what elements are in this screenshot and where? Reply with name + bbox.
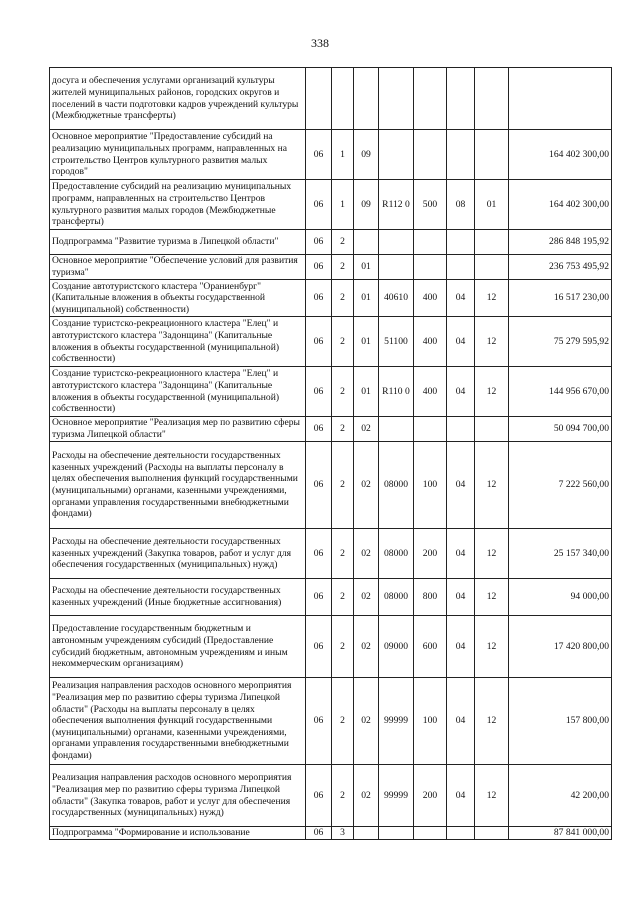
code-ministry: 06: [306, 417, 332, 442]
code-section: 04: [447, 317, 475, 367]
table-row: [50, 230, 612, 255]
code-subprogram: 2: [332, 230, 354, 255]
code-subsection: 12: [475, 280, 509, 317]
row-sum: 16 517 230,00: [509, 280, 612, 317]
code-section: [447, 230, 475, 255]
code-subprogram: 1: [332, 130, 354, 180]
code-subprogram: [332, 68, 354, 130]
code-subsection: [475, 230, 509, 255]
code-event: 02: [354, 529, 379, 579]
code-direction: 99999: [379, 765, 414, 827]
code-subprogram: 2: [332, 765, 354, 827]
row-name: Реализация направления расходов основного мероприятия "Реализация мер по развитию сферы туризма Липецкой области" (Расходы на выплаты персоналу в целях обеспечения выполнения функций государственными (муниципальными) органами, казенными учреждениями, органами управления государственными внебюджетными фондами): [50, 678, 306, 765]
code-direction: 09000: [379, 616, 414, 678]
row-sum: 50 094 700,00: [509, 417, 612, 442]
code-direction: 40610: [379, 280, 414, 317]
code-direction: R110 0: [379, 367, 414, 417]
code-direction: [379, 255, 414, 280]
code-subsection: 01: [475, 180, 509, 230]
code-event: 02: [354, 765, 379, 827]
code-ministry: 06: [306, 130, 332, 180]
row-sum: 164 402 300,00: [509, 130, 612, 180]
code-expense-type: [414, 255, 447, 280]
code-direction: 08000: [379, 579, 414, 616]
code-section: 08: [447, 180, 475, 230]
code-expense-type: [414, 130, 447, 180]
code-ministry: 06: [306, 827, 332, 840]
row-name: Расходы на обеспечение деятельности государственных казенных учреждений (Закупка товаров, работ и услуг для обеспечения государственных (муниципальных) нужд): [50, 529, 306, 579]
code-event: 01: [354, 280, 379, 317]
code-ministry: 06: [306, 317, 332, 367]
code-direction: [379, 417, 414, 442]
table-row: [50, 417, 612, 442]
code-subsection: 12: [475, 317, 509, 367]
code-subsection: [475, 417, 509, 442]
code-event: 02: [354, 417, 379, 442]
code-section: 04: [447, 616, 475, 678]
code-ministry: 06: [306, 579, 332, 616]
code-expense-type: 600: [414, 616, 447, 678]
code-subprogram: 2: [332, 280, 354, 317]
row-sum: [509, 68, 612, 130]
table-row: [50, 442, 612, 529]
code-ministry: 06: [306, 529, 332, 579]
code-event: [354, 827, 379, 840]
row-name: Реализация направления расходов основного мероприятия "Реализация мер по развитию сферы туризма Липецкой области" (Закупка товаров, работ и услуг для обеспечения государственных (муниципальных) нужд): [50, 765, 306, 827]
code-event: 02: [354, 579, 379, 616]
code-ministry: 06: [306, 280, 332, 317]
page-number: 338: [311, 36, 329, 50]
code-section: 04: [447, 678, 475, 765]
code-expense-type: 200: [414, 529, 447, 579]
code-expense-type: 800: [414, 579, 447, 616]
row-name: Предоставление государственным бюджетным и автономным учреждениям субсидий (Предоставление субсидий бюджетным, автономным учреждениям и иным некоммерческим организациям): [50, 616, 306, 678]
table-row: [50, 579, 612, 616]
code-section: 04: [447, 442, 475, 529]
code-subsection: [475, 255, 509, 280]
code-expense-type: 500: [414, 180, 447, 230]
code-section: 04: [447, 529, 475, 579]
code-subprogram: 2: [332, 529, 354, 579]
table-row: [50, 827, 612, 840]
row-name: досуга и обеспечения услугами организаций культуры жителей муниципальных районов, городских округов и поселений в части подготовки кадров учреждений культуры (Межбюджетные трансферты): [50, 68, 306, 130]
code-event: 01: [354, 317, 379, 367]
code-expense-type: [414, 230, 447, 255]
code-subprogram: 2: [332, 616, 354, 678]
code-ministry: 06: [306, 180, 332, 230]
code-expense-type: [414, 827, 447, 840]
code-ministry: 06: [306, 765, 332, 827]
code-subsection: 12: [475, 442, 509, 529]
table-row: [50, 280, 612, 317]
code-ministry: 06: [306, 255, 332, 280]
table-row: [50, 255, 612, 280]
code-subsection: 12: [475, 616, 509, 678]
code-ministry: 06: [306, 616, 332, 678]
code-expense-type: 400: [414, 317, 447, 367]
code-subprogram: 2: [332, 317, 354, 367]
code-section: [447, 130, 475, 180]
row-sum: 7 222 560,00: [509, 442, 612, 529]
row-sum: 42 200,00: [509, 765, 612, 827]
code-section: [447, 827, 475, 840]
code-expense-type: 400: [414, 367, 447, 417]
code-event: 02: [354, 616, 379, 678]
code-direction: 51100: [379, 317, 414, 367]
code-subprogram: 2: [332, 367, 354, 417]
row-sum: 87 841 000,00: [509, 827, 612, 840]
code-expense-type: [414, 417, 447, 442]
table-row: [50, 317, 612, 367]
code-expense-type: 100: [414, 442, 447, 529]
code-ministry: [306, 68, 332, 130]
row-sum: 144 956 670,00: [509, 367, 612, 417]
code-expense-type: 100: [414, 678, 447, 765]
code-subprogram: 2: [332, 442, 354, 529]
table-row: [50, 678, 612, 765]
row-name: Создание автотуристского кластера "Ораниенбург" (Капитальные вложения в объекты государственной (муниципальной) собственности): [50, 280, 306, 317]
row-sum: 17 420 800,00: [509, 616, 612, 678]
code-subsection: 12: [475, 529, 509, 579]
row-sum: 157 800,00: [509, 678, 612, 765]
row-name: Подпрограмма "Развитие туризма в Липецкой области": [50, 230, 306, 255]
row-name: Создание туристско-рекреационного кластера "Елец" и автотуристского кластера "Задонщина" (Капитальные вложения в объекты государственной (муниципальной) собственности): [50, 367, 306, 417]
code-section: 04: [447, 280, 475, 317]
row-name: Основное мероприятие "Обеспечение условий для развития туризма": [50, 255, 306, 280]
code-subsection: 12: [475, 678, 509, 765]
table-row: [50, 180, 612, 230]
table-row: [50, 765, 612, 827]
code-direction: 99999: [379, 678, 414, 765]
code-subprogram: 1: [332, 180, 354, 230]
table-row: [50, 130, 612, 180]
code-section: 04: [447, 367, 475, 417]
row-name: Предоставление субсидий на реализацию муниципальных программ, направленных на строительство Центров культурного развития малых городов (Межбюджетные трансферты): [50, 180, 306, 230]
code-event: 02: [354, 678, 379, 765]
code-event: 09: [354, 130, 379, 180]
code-event: [354, 230, 379, 255]
code-section: [447, 417, 475, 442]
code-event: [354, 68, 379, 130]
code-subprogram: 2: [332, 417, 354, 442]
code-section: 04: [447, 765, 475, 827]
row-sum: 286 848 195,92: [509, 230, 612, 255]
code-ministry: 06: [306, 678, 332, 765]
code-ministry: 06: [306, 230, 332, 255]
code-expense-type: 400: [414, 280, 447, 317]
code-subprogram: 3: [332, 827, 354, 840]
row-sum: 164 402 300,00: [509, 180, 612, 230]
code-expense-type: 200: [414, 765, 447, 827]
code-subprogram: 2: [332, 255, 354, 280]
code-event: 01: [354, 255, 379, 280]
row-name: Основное мероприятие "Предоставление субсидий на реализацию муниципальных программ, направленных на строительство Центров культурного развития малых городов": [50, 130, 306, 180]
row-sum: 94 000,00: [509, 579, 612, 616]
code-subsection: [475, 68, 509, 130]
code-subsection: [475, 130, 509, 180]
code-subsection: [475, 827, 509, 840]
code-direction: [379, 827, 414, 840]
table-row: [50, 616, 612, 678]
code-subsection: 12: [475, 367, 509, 417]
code-subprogram: 2: [332, 678, 354, 765]
code-direction: 08000: [379, 442, 414, 529]
code-direction: [379, 230, 414, 255]
table-row: [50, 367, 612, 417]
code-direction: 08000: [379, 529, 414, 579]
code-section: [447, 68, 475, 130]
code-section: 04: [447, 579, 475, 616]
row-sum: 75 279 595,92: [509, 317, 612, 367]
table-row: [50, 529, 612, 579]
code-section: [447, 255, 475, 280]
row-name: Расходы на обеспечение деятельности государственных казенных учреждений (Иные бюджетные ассигнования): [50, 579, 306, 616]
row-name: Подпрограмма "Формирование и использование: [50, 827, 306, 840]
budget-table: [49, 67, 612, 840]
row-sum: 25 157 340,00: [509, 529, 612, 579]
code-expense-type: [414, 68, 447, 130]
row-name: Основное мероприятие "Реализация мер по развитию сферы туризма Липецкой области": [50, 417, 306, 442]
row-name: Расходы на обеспечение деятельности государственных казенных учреждений (Расходы на выплаты персоналу в целях обеспечения выполнения функций государственными (муниципальными) органами, казенными учреждениями, органами управления государственными внебюджетными фондами): [50, 442, 306, 529]
code-direction: [379, 130, 414, 180]
code-direction: [379, 68, 414, 130]
code-subprogram: 2: [332, 579, 354, 616]
code-subsection: 12: [475, 579, 509, 616]
row-sum: 236 753 495,92: [509, 255, 612, 280]
code-ministry: 06: [306, 367, 332, 417]
code-event: 02: [354, 442, 379, 529]
table-row: [50, 68, 612, 130]
code-direction: R112 0: [379, 180, 414, 230]
code-event: 01: [354, 367, 379, 417]
code-subsection: 12: [475, 765, 509, 827]
code-ministry: 06: [306, 442, 332, 529]
code-event: 09: [354, 180, 379, 230]
row-name: Создание туристско-рекреационного кластера "Елец" и автотуристского кластера "Задонщина" (Капитальные вложения в объекты государственной (муниципальной) собственности): [50, 317, 306, 367]
